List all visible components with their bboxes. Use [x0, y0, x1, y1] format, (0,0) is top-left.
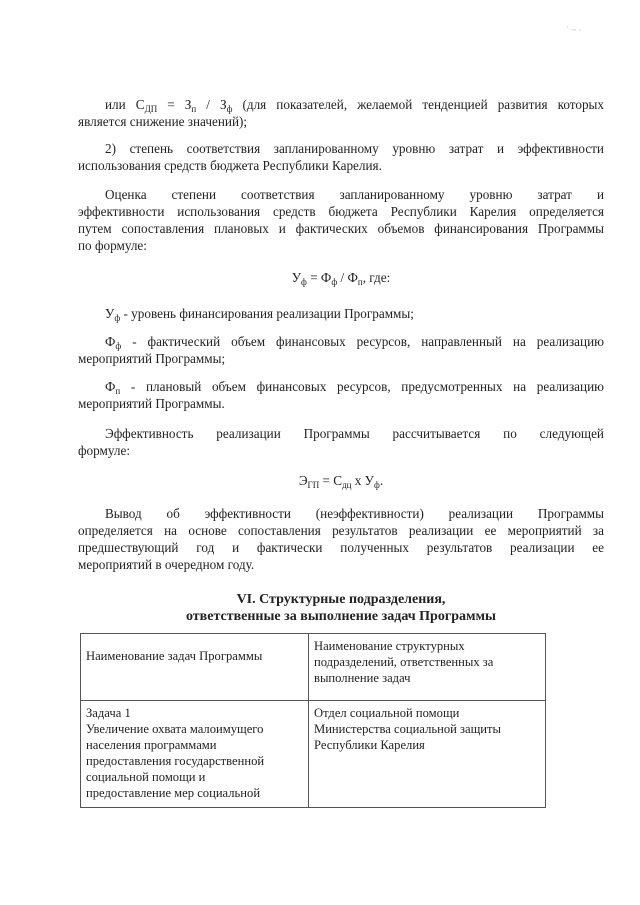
conclusion-line-4: мероприятий в очередном году. [78, 557, 255, 572]
formula-line-2: является снижение значений); [78, 114, 248, 129]
assessment-line-4: по формуле: [78, 238, 147, 253]
header-tasks-label: Наименование задач Программы [86, 649, 263, 663]
task-text-line-1: Увеличение охвата малоимущего [86, 722, 264, 736]
assessment-line-2: эффективности использования средств бюджета Республики Карелия определяется [78, 204, 604, 219]
header-departments-line-3: выполнение задач [314, 671, 411, 685]
definition-fp-line-1: $Ф_п$ - плановый объем финансовых ресурсов, предусмотренных на реализацию [105, 379, 604, 396]
task-title: Задача 1 [86, 706, 131, 720]
task-text-line-3: предоставления государственной [86, 754, 265, 768]
table-row [81, 701, 546, 808]
department-cell [309, 701, 546, 808]
assessment-line-1: Оценка степени соответствия запланированному уровню затрат и [105, 187, 604, 202]
formula-line-1: или $С_{ДП} = З_п / З_ф$ (для показателей, желаемой тенденцией развития которых [105, 97, 604, 114]
definition-uf: $У_ф$ - уровень финансирования реализации Программы; [105, 306, 414, 323]
conclusion-line-2: определяется на основе сопоставления результатов реализации ее мероприятий за [78, 523, 604, 538]
definition-ff-line-2: мероприятий Программы; [78, 351, 226, 366]
header-departments-line-2: подразделений, ответственных за [314, 655, 494, 669]
formula-line-decrease [78, 96, 604, 113]
scan-artifact: ˙ ~ · [566, 25, 582, 35]
header-departments-line-1: Наименование структурных [314, 639, 465, 653]
definition-fp-line-2: мероприятий Программы. [78, 396, 225, 411]
task-text-line-2: населения программами [86, 738, 217, 752]
header-cell-departments [309, 634, 546, 701]
task-text-line-5: предоставление мер социальной [86, 786, 261, 800]
efficiency-line-2: формуле: [78, 443, 130, 458]
department-line-1: Отдел социальной помощи [314, 706, 460, 720]
definition-ff-line-1: $Ф_ф$ - фактический объем финансовых ресурсов, направленный на реализацию [105, 334, 604, 351]
conclusion-line-1: Вывод об эффективности (неэффективности) реализации Программы [105, 506, 604, 521]
department-line-2: Министерства социальной защиты [314, 722, 501, 736]
task-cell [81, 701, 309, 808]
formula-program-efficiency: $Э_{ГП} = С_{дц}$ х $У_ф$. [298, 473, 384, 490]
item-2-line-2: использования средств бюджета Республики Карелия. [78, 158, 382, 173]
conclusion-line-3: предшествующий год и фактически полученных результатов реализации ее [78, 540, 604, 555]
task-text-line-4: социальной помощи и [86, 770, 206, 784]
section-heading-line-2: ответственные за выполнение задач Программы [185, 609, 496, 624]
section-heading-line-1: VI. Структурные подразделения, [236, 592, 446, 607]
assessment-line-3: путем сопоставления плановых и фактических объемов финансирования Программы [78, 221, 604, 236]
item-2-line-1: 2) степень соответствия запланированному уровню затрат и эффективности [105, 141, 604, 156]
responsibility-table [80, 633, 546, 808]
efficiency-line-1: Эффективность реализации Программы рассчитывается по следующей [105, 426, 604, 441]
department-line-3: Республики Карелия [314, 738, 425, 752]
table-header-row [81, 634, 546, 701]
header-cell-tasks [81, 634, 309, 701]
formula-financing-level: $У_ф = Ф_ф / Ф_п$, где: [291, 270, 391, 287]
